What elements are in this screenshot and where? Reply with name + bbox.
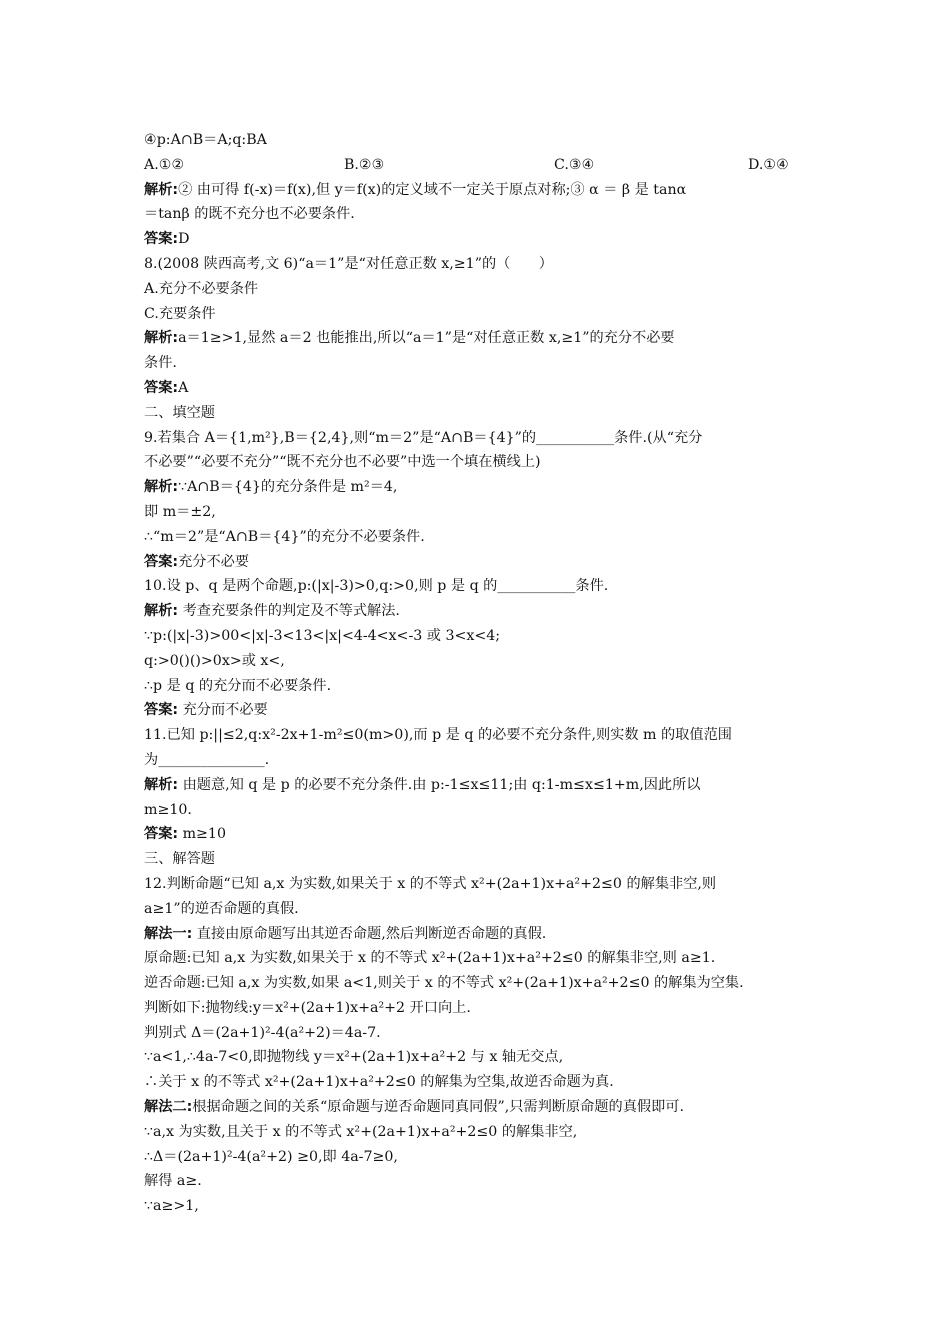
text: 判别式 Δ＝(2a+1)²-4(a²+2)＝4a-7. [144,1024,381,1041]
q12-method2-solve [144,1169,814,1194]
text: 充分而不必要 [178,702,268,719]
answer-label: 答案: [144,553,179,570]
text: 二、填空题 [144,404,215,421]
section-fill-in-heading [144,401,814,426]
text: ∵p:(|x|-3)>00<|x|-3<13<|x|<4-4<x<-3 或 3<x<4; [144,627,501,644]
q12-method2-line [144,1095,814,1120]
q8-stem-line [144,252,814,277]
text: ∵a<1,∴4a-7<0,即抛物线 y＝x²+(2a+1)x+a²+2 与 x 轴无交点, [144,1049,564,1066]
q10-conclusion-line [144,674,814,699]
q10-analysis-line [144,599,814,624]
q12-method1-line [144,922,814,947]
q12-contrapositive [144,971,814,996]
text: 判断如下:抛物线:y＝x²+(2a+1)x+a²+2 开口向上. [144,999,471,1016]
analysis-label: 解析: [144,181,179,198]
text: 逆否命题:已知 a,x 为实数,如果 a<1,则关于 x 的不等式 x²+(2a+1)x+a²+2≤0 的解集为空集. [144,975,744,992]
text: ∵a,x 为实数,且关于 x 的不等式 x²+(2a+1)x+a²+2≤0 的解集非空, [144,1123,578,1140]
q9-answer-line [144,550,814,575]
q7-answer-line [144,227,814,252]
text: 8.(2008 陕西高考,文 6)“a＝1”是“对任意正数 x,≥1”的（ ） [144,255,553,272]
q8-answer-line [144,376,814,401]
section-solution-heading [144,847,814,872]
text: 解得 a≥. [144,1173,202,1190]
q10-answer-line [144,698,814,723]
q10-analysis-p [144,624,814,649]
q12-stem-cont [144,897,814,922]
option-c: C.③④ [554,156,595,173]
analysis-label: 解析: [144,776,179,793]
q11-analysis-cont [144,798,814,823]
text: A.充分不必要条件 [144,280,259,297]
q12-discriminant-line [144,1021,814,1046]
text: C.充要条件 [144,305,216,322]
q12-method1-conclusion [144,1070,814,1095]
text: 根据命题之间的关系“原命题与逆否命题同真同假”,只需判断原命题的真假即可. [192,1099,684,1116]
text: ② 由可得 f(-x)＝f(x),但 y＝f(x)的定义域不一定关于原点对称;③ α ＝ β 是 tanα [178,181,687,198]
q9-conclusion-line [144,525,814,550]
q8-option-a [144,277,814,302]
condition-4-line [144,128,814,153]
text: 10.设 p、q 是两个命题,p:(|x|-3)>0,q:>0,则 p 是 q 的___________条件. [144,578,609,595]
analysis-label: 解析: [144,479,179,496]
text: 充分不必要 [178,553,250,570]
q12-stem-line [144,872,814,897]
answer-label: 答案: [144,379,179,396]
text: m≥10 [178,826,226,843]
q12-method2-final [144,1194,814,1219]
answer-label: 答案: [144,702,179,719]
text: ∴p 是 q 的充分而不必要条件. [144,677,332,694]
text: 原命题:已知 a,x 为实数,如果关于 x 的不等式 x²+(2a+1)x+a²+2≤0 的解集非空,则 a≥1. [144,950,716,967]
text: D [178,231,190,248]
analysis-label: 解析: [144,603,179,620]
q11-stem-line [144,723,814,748]
text: 考查充要条件的判定及不等式解法. [178,603,400,620]
answer-label: 答案: [144,231,179,248]
text: ∵A∩B＝{4}的充分条件是 m²＝4, [178,479,398,496]
method-2-label: 解法二: [144,1099,193,1116]
q11-answer-line [144,822,814,847]
text: m≥10. [144,801,192,818]
q9-analysis-cont [144,500,814,525]
text: a＝1≥>1,显然 a＝2 也能推出,所以“a＝1”是“对任意正数 x,≥1”的充分不必要 [178,330,675,347]
q7-analysis-cont [144,202,814,227]
q9-stem-line [144,426,814,451]
q12-method2-premise [144,1120,814,1145]
analysis-label: 解析: [144,330,179,347]
text: ∴Δ＝(2a+1)²-4(a²+2) ≥0,即 4a-7≥0, [144,1148,398,1165]
q9-analysis-line [144,475,814,500]
text: q:>0()()>0x>或 x<, [144,652,285,669]
document-page [144,128,814,1219]
q12-original-proposition [144,946,814,971]
text: ＝tanβ 的既不充分也不必要条件. [144,206,355,223]
text: 即 m＝±2, [144,503,216,520]
q7-analysis-line [144,178,814,203]
text: ∵a≥>1, [144,1198,199,1215]
option-a: A.①② [144,156,185,173]
text: 12.判断命题“已知 a,x 为实数,如果关于 x 的不等式 x²+(2a+1)x+a²+2≤0 的解集非空,则 [144,875,717,892]
text: ④p:A∩B＝A;q:BA [144,132,267,148]
q12-parabola-line [144,996,814,1021]
text: 直接由原命题写出其逆否命题,然后判断逆否命题的真假. [192,925,547,942]
q11-analysis-line [144,773,814,798]
q10-analysis-q [144,649,814,674]
text: a≥1”的逆否命题的真假. [144,900,299,917]
text: 为_______________. [144,751,270,768]
q8-analysis-line [144,326,814,351]
text: ∴“m＝2”是“A∩B＝{4}”的充分不必要条件. [144,528,425,545]
text: 11.已知 p:||≤2,q:x²-2x+1-m²≤0(m>0),而 p 是 q 的必要不充分条件,则实数 m 的取值范围 [144,727,732,744]
method-1-label: 解法一: [144,925,193,942]
q8-analysis-cont [144,351,814,376]
text: 三、解答题 [144,851,215,868]
q8-option-c [144,302,814,327]
q11-stem-cont [144,748,814,773]
option-d: D.①④ [748,156,789,173]
text: ∴关于 x 的不等式 x²+(2a+1)x+a²+2≤0 的解集为空集,故逆否命题为真. [144,1074,614,1091]
q10-stem-line [144,574,814,599]
answer-label: 答案: [144,826,179,843]
text: 9.若集合 A＝{1,m²},B＝{2,4},则“m＝2”是“A∩B＝{4}”的___________条件.(从“充分 [144,429,703,446]
text: 不必要”“必要不充分”“既不充分也不必要”中选一个填在横线上) [144,454,541,471]
text: A [178,379,189,396]
q7-options-line [144,153,814,178]
q12-no-intersection-line [144,1045,814,1070]
option-b: B.②③ [344,156,385,173]
q9-stem-cont [144,450,814,475]
text: 条件. [144,355,177,372]
q12-method2-discriminant [144,1145,814,1170]
text: 由题意,知 q 是 p 的必要不充分条件.由 p:-1≤x≤11;由 q:1-m≤x≤1+m,因此所以 [178,776,701,793]
